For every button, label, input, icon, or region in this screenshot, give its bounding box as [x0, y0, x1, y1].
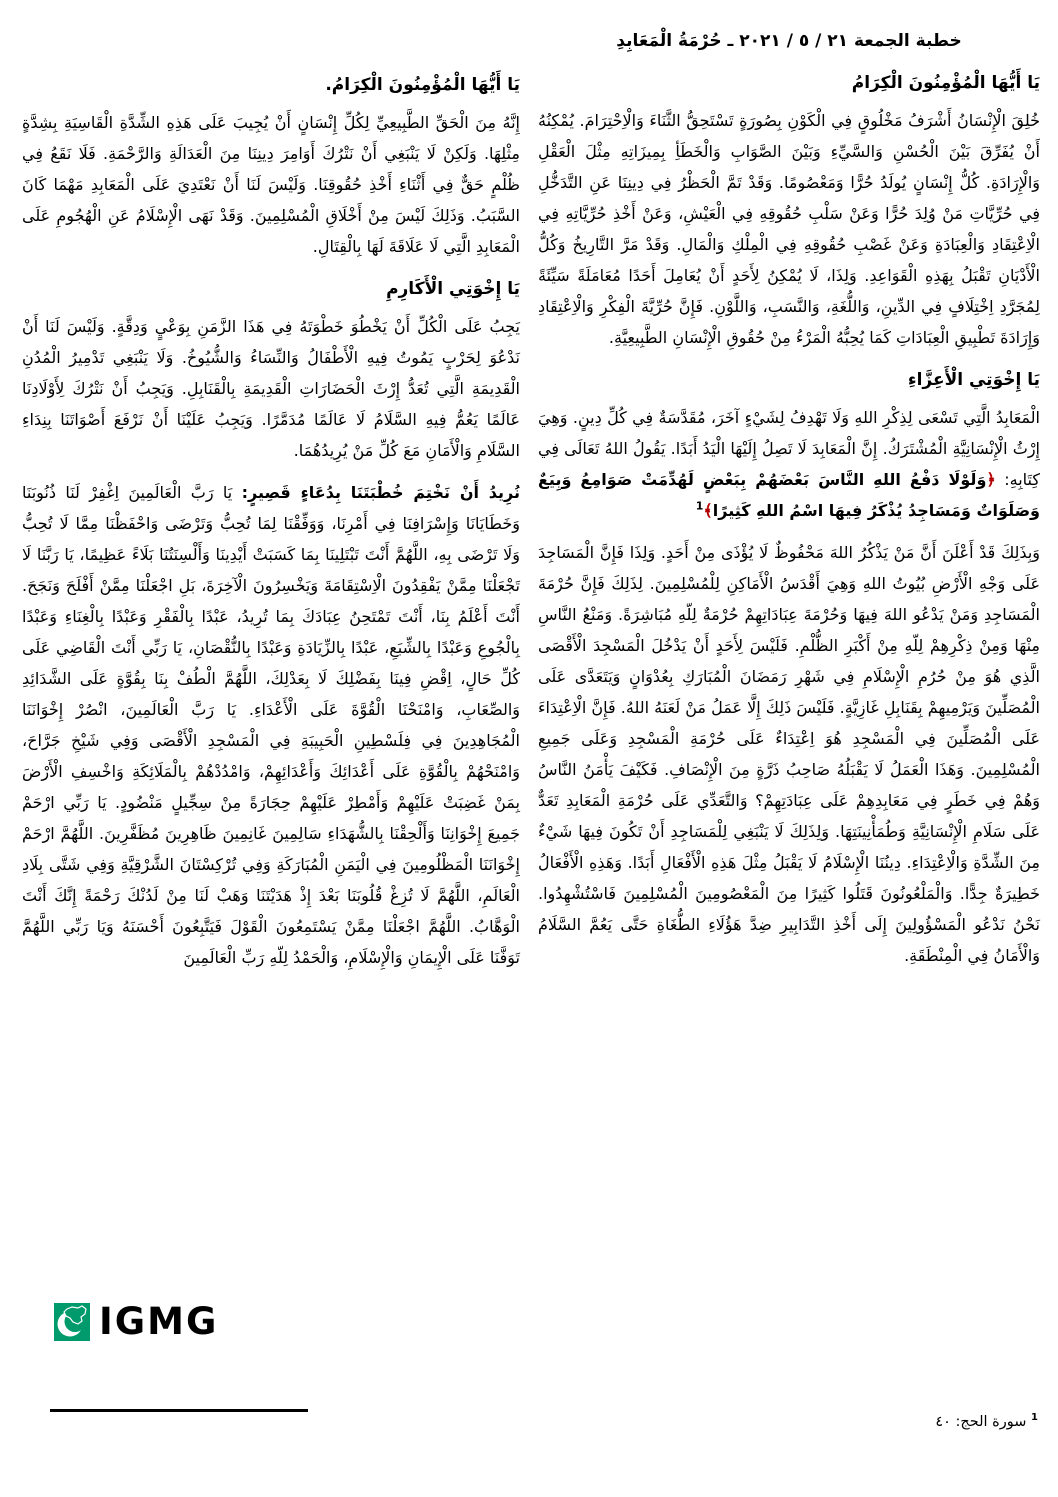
heading-dear-brothers: يَا إِخْوَتِي الْأَعِزَّاءِ — [907, 370, 1040, 390]
verse-open-ornament-icon: ﴿ — [986, 470, 996, 489]
main-column-left — [22, 58, 520, 984]
igmg-logo-text: IGMG — [99, 1300, 219, 1343]
para-response-to-violence: إِنَّهُ مِنَ الْحَقِّ الطَّبِيعِيِّ لِكُلِّ إِنْسَانٍ أَنْ يُجِيبَ عَلَى هَذِهِ الشِّدَّةِ الْقَاسِيَةِ بِشِدَّةٍ مِثْلِهَا. وَلَكِنْ لَا يَنْبَغِي أَنْ نَتْرُكَ أَوَامِرَ دِينِنَا مِنَ الْعَدَالَةِ وَالرَّحْمَةِ. فَلَا نَقَعُ فِي ظُلْمٍ حَقٌّ فِي أَثْنَاءِ أَخْذِ حُقُوقِنَا. وَلَيْسَ لَنَا أَنْ نَعْتَدِيَ عَلَى الْمَعَابِدِ مَهْمَا كَانَ السَّبَبُ. وَذَلِكَ لَيْسَ مِنْ أَخْلَاقِ الْمُسْلِمِينَ. وَقَدْ نَهَى الْإِسْلَامُ عَنِ الْهُجُومِ عَلَى الْمَعَابِدِ الَّتِي لَا عَلَاقَةَ لَهَا بِالْقِتَالِ. — [22, 113, 520, 256]
igmg-crescent-logo-icon — [54, 1303, 90, 1341]
verse-close-ornament-icon: ﴾ — [703, 501, 713, 520]
dua-lead-text: نُرِيدُ أَنْ نَخْتِمَ خُطْبَتَنَا بِدُعَاءٍ قَصِيرٍ: — [241, 483, 521, 502]
footnote-marker: 1 — [1031, 1412, 1038, 1423]
document-title: خطبة الجمعة ٢١ / ٥ / ٢٠٢١ ـ حُرْمَةُ الْمَعَابِدِ — [616, 31, 962, 51]
main-column-right — [538, 26, 1040, 982]
para-cautious-steps: يَجِبُ عَلَى الْكُلِّ أَنْ يَخْطُوَ خَطْوَتَهُ فِي هَذَا الزَّمَنِ بِوَعْيٍ وَدِقَّةٍ. وَلَيْسَ لَنَا أَنْ نَدْعُوَ لِحَرْبٍ يَمُوتُ فِيهِ الْأَطْفَالُ وَالنِّسَاءُ وَالشُّيُوخُ. وَلَا يَنْبَغِي تَدْمِيرُ الْمُدُنِ الْقَدِيمَةِ الَّتِي تُعَدُّ إِرْثَ الْحَضَارَاتِ الْقَدِيمَةِ بِالْقَنَابِلِ. وَيَجِبُ أَنْ نَتْرُكَ لِأَوْلَادِنَا عَالَمًا يَعُمُّ فِيهِ السَّلَامُ لَا عَالَمًا مُدَمَّرًا. وَيَجِبُ عَلَيْنَا أَنْ نَرْفَعَ أَصْوَاتَنَا بِنِدَاءِ السَّلَامِ وَالْأَمَانِ مَعَ كُلِّ مَنْ يُرِيدُهُمَا. — [22, 317, 520, 460]
heading-believers-second: يَا أَيُّهَا الْمُؤْمِنُونَ الْكِرَامُ. — [325, 75, 520, 95]
quran-verse-text: وَلَوْلَا دَفْعُ اللهِ النَّاسَ بَعْضَهُمْ بِبَعْضٍ لَهُدِّمَتْ صَوَامِعُ وَبِيَعٌ وَصَلَوَاتٌ وَمَسَاجِدُ يُذْكَرُ فِيهَا اسْمُ اللهِ كَثِيرًا — [538, 470, 1040, 520]
heading-believers: يَا أَيُّهَا الْمُؤْمِنُونَ الْكِرَامُ — [851, 73, 1040, 93]
para-temples-intro-text: الْمَعَابِدُ الَّتِي تَسْعَى لِذِكْرِ اللهِ وَلَا تَهْدِفُ لِشَيْءٍ آخَرَ، مُقَدَّسَةٌ فِي كُلِّ دِينٍ. وَهِيَ إِرْثُ الْإِنْسَانِيَّةِ الْمُشْتَرَكُ. إِنَّ الْمَعَابِدَ لَا تَصِلُ إِلَيْهَا الْيَدُ أَبَدًا. يَقُولُ اللهُ تَعَالَى فِي كِتَابِهِ: — [538, 408, 1041, 489]
footnote — [935, 1405, 1038, 1435]
para-sanctity-of-temples — [538, 402, 1040, 526]
footnote-separator — [50, 1409, 308, 1412]
para-mosques-sanctity: وَبِذَلِكَ قَدْ أَعْلَنَ أَنَّ مَنْ يَذْكُرُ اللهَ مَحْفُوظٌ لَا يُؤْذَى مِنْ أَحَدٍ. وَلِذَا فَإِنَّ الْمَسَاجِدَ عَلَى وَجْهِ الْأَرْضِ بُيُوتُ اللهِ وَهِيَ أَقْدَسُ الْأَمَاكِنِ لِلْمُسْلِمِينَ. لِذَلِكَ فَإِنَّ حُرْمَةَ الْمَسَاجِدِ وَمَنْ يَدْعُو اللهَ فِيهَا وَحُرْمَةَ عِبَادَاتِهِمْ حُرْمَةٌ لِلّهِ مُبَاشِرَةً. وَمَنْعُ النَّاسِ مِنْهَا وَمِنْ ذِكْرِهِمْ لِلّهِ مِنْ أَكْبَرِ الظُّلْمِ. فَلَيْسَ لِأَحَدٍ أَنْ يَدْخُلَ الْمَسْجِدَ الْأَقْصَى الَّذِي هُوَ مِنْ حُرُمِ الْإِسْلَامِ فِي شَهْرِ رَمَضَانَ الْمُبَارَكِ بِعُدْوَانٍ وَيَتَعَدَّى عَلَى الْمُصَلِّينَ وَيَرْمِيهِمْ بِقَنَابِلِ غَازِيَّةٍ. فَلَيْسَ ذَلِكَ إِلَّا عَمَلُ مَنْ لَعَنَهُ اللهُ. فَإِنَّ الْاِعْتِدَاءَ عَلَى الْمُصَلِّينَ فِي الْمَسْجِدِ هُوَ اِعْتِدَاءٌ عَلَى حُرْمَةِ الْمَسْجِدِ وَعَلَى جَمِيعِ الْمُسْلِمِينَ. وَهَذَا الْعَمَلُ لَا يَقْبَلُهُ صَاحِبُ ذَرَّةٍ مِنَ الْإِنْصَافِ. فَكَيْفَ يَأْمَنُ النَّاسُ وَهُمْ فِي خَطَرٍ فِي مَعَابِدِهِمْ عَلَى عِبَادَتِهِمْ؟ وَالتَّعَدِّي عَلَى حُرْمَةِ الْمَعَابِدِ تَعَدٌّ عَلَى سَلَامِ الْإِنْسَانِيَّةِ وَطُمَأْنِينَتِهَا. وَلِذَلِكَ لَا يَنْبَغِي لِلْمَسَاجِدِ أَنْ تَكُونَ فِيهَا شَيْءٌ مِنَ الشِّدَّةِ وَالْاِعْتِدَاءِ. دِينُنَا الْإِسْلَامُ لَا يَقْبَلُ مِثْلَ هَذِهِ الْأَفْعَالِ أَبَدًا. وَهَذِهِ الْأَفْعَالُ خَطِيرَةٌ جِدًّا. وَالْمَلْعُونُونَ قَتَلُوا كَثِيرًا مِنَ الْمَعْصُومِينَ الْمُسْلِمِينَ فَاسْتُشْهِدُوا. نَحْنُ نَدْعُو الْمَسْؤُولِينَ إِلَى أَخْذِ التَّدَابِيرِ ضِدَّ هَؤُلَاءِ الطُّغَاةِ حَتَّى يَعُمَّ السَّلَامُ وَالْأَمَانُ فِي الْمِنْطَقَةِ. — [538, 543, 1040, 965]
para-human-creation: خُلِقَ الْإِنْسَانُ أَشْرَفُ مَخْلُوقٍ فِي الْكَوْنِ بِصُورَةٍ تَسْتَحِقُّ الثَّنَاءَ وَالْاِحْتِرَامَ. يُمْكِنُهُ أَنْ يُفَرِّقَ بَيْنَ الْحُسْنِ وَالسَّيِّءِ وَبَيْنَ الصَّوَابِ وَالْخَطَأِ بِمِيزَاتِهِ مِثْلَ الْعَقْلِ وَالْإِرَادَةِ. كُلُّ إِنْسَانٍ يُولَدُ حُرًّا وَمَعْصُومًا. وَقَدْ تَمَّ الْحَظْرُ فِي دِينِنَا عَنِ التَّدَخُّلِ فِي حُرِّيَّاتِ مَنْ وُلِدَ حُرًّا وَعَنْ سَلْبِ حُقُوقِهِ فِي الْعَيْشِ، وَعَنْ أَخْذِ حُرِّيَّاتِهِ فِي الْاِعْتِقَادِ وَالْعِبَادَةِ وَعَنْ غَصْبِ حُقُوقِهِ فِي الْمِلْكِ وَالْمَالِ. وَقَدْ مَرَّ التَّارِيخُ وَكُلُّ الْأَدْيَانِ تَقْبَلُ بِهَذِهِ الْقَوَاعِدِ. وَلِذَا، لَا يُمْكِنُ لِأَحَدٍ أَنْ يُعَامِلَ أَحَدًا مُعَامَلَةً سَيِّئَةً لِمُجَرَّدِ اِخْتِلَافٍ فِي الدِّينِ، وَاللُّغَةِ، وَالنَّسَبِ، وَاللَّوْنِ. فَإِنَّ حُرِّيَّةَ الْفِكْرِ وَالْاِعْتِقَادِ وَإِرَادَةَ تَطْبِيقِ الْعِبَادَاتِ كَمَا يُحِبُّهُ الْمَرْءُ مِنْ حُقُوقِ الْإِنْسَانِ الطَّبِيعِيَّةِ. — [538, 111, 1040, 347]
footnote-reference: 1 — [695, 499, 704, 513]
heading-honorable-brothers: يَا إِخْوَتِي الْأَكَارِمِ — [386, 279, 520, 299]
igmg-logo — [54, 1300, 218, 1343]
dua-body-text: يَا رَبَّ الْعَالَمِينَ اِغْفِرْ لَنَا ذُنُوبَنَا وَخَطَايَانَا وَإِسْرَافِنَا فِي أَمْرِنَا، وَوَفِّقْنَا لِمَا تُحِبُّ وَتَرْضَى وَاحْفَظْنَا مِمَّا لَا تُحِبُّ وَلَا تَرْضَى بِهِ، اللَّهُمَّ أَنْتَ تَبْتَلِينَا بِمَا كَسَبَتْ أَيْدِينَا وَأَلْسِنَتُنَا بَلَاءً عَظِيمًا، يَا رَبَّنَا لَا تَجْعَلْنَا مِمَّنْ يَفْقِدُونَ الْاِسْتِقَامَةَ وَيَخْسِرُونَ الْآخِرَةَ، بَلِ اجْعَلْنَا مِمَّنْ أَفْلَحَ وَنَجَحَ. أَنْتَ أَعْلَمُ بِنَا، أَنْتَ تَمْتَحِنُ عِبَادَكَ بِمَا تُرِيدُ، عَبْدًا بِالْفَقْرِ وَعَبْدًا بِالْغِنَاءِ وَعَبْدًا بِالْجُوعِ وَعَبْدًا بِالشِّبَعِ، عَبْدًا بِالزِّيَادَةِ وَعَبْدًا بِالنُّقْصَانِ، يَا رَبِّي أَنْتَ الْقَاضِي عَلَى كُلِّ حَالٍ، اِقْضِ فِينَا بِفَضْلِكَ لَا بِعَدْلِكَ، اللَّهُمَّ الْطُفْ بِنَا بِقُوَّةٍ عَلَى الشَّدَائِدِ وَالصِّعَابِ، وَامْنَحْنَا الْقُوَّةَ عَلَى الْأَعْدَاءِ. يَا رَبَّ الْعَالَمِينَ، انْصُرْ إِخْوَانَنَا الْمُجَاهِدِينَ فِي فِلَسْطِينِ الْحَبِيبَةِ فِي الْمَسْجِدِ الْأَقْصَى وَفِي شَيْخِ جَرَّاحَ، وَامْنَحْهُمْ بِالْقُوَّةِ عَلَى أَعْدَائِكَ وَأَعْدَائِهِمْ، وَامْدُدْهُمْ بِالْمَلَائِكَةِ وَاخْسِفِ الْأَرْضَ بِمَنْ غَضِبَتْ عَلَيْهِمْ وَأَمْطِرْ عَلَيْهِمْ حِجَارَةً مِنْ سِجِّيلٍ مَنْضُودٍ. يَا رَبِّي ارْحَمْ جَمِيعَ إِخْوَانِنَا وَأَلْحِقْنَا بِالشُّهَدَاءِ سَالِمِينَ غَانِمِينَ ظَاهِرِينَ مُظَفَّرِينَ. اللَّهُمَّ ارْحَمْ إِخْوَانَنَا الْمَظْلُومِينَ فِي الْيَمَنِ الْمُبَارَكَةِ وَفِي تُرْكِسْتَانَ الشَّرْقِيَّةِ وَفِي شَتَّى بِلَادِ الْعَالَمِ، اللَّهُمَّ لَا تُزِغْ قُلُوبَنَا بَعْدَ إِذْ هَدَيْتَنَا وَهَبْ لَنَا مِنْ لَدُنْكَ رَحْمَةً إِنَّكَ أَنْتَ الْوَهَّابُ. اللَّهُمَّ اجْعَلْنَا مِمَّنْ يَسْتَمِعُونَ الْقَوْلَ فَيَتَّبِعُونَ أَحْسَنَهُ وَيَا رَبِّي اللَّهُمَّ تَوَفَّنَا عَلَى الْإِيمَانِ وَالْإِسْلَامِ، وَالْحَمْدُ لِلّهِ رَبِّ الْعَالَمِينَ — [22, 483, 520, 967]
para-closing-dua — [22, 477, 520, 973]
footnote-text: سورة الحج: ٤٠ — [935, 1413, 1027, 1430]
